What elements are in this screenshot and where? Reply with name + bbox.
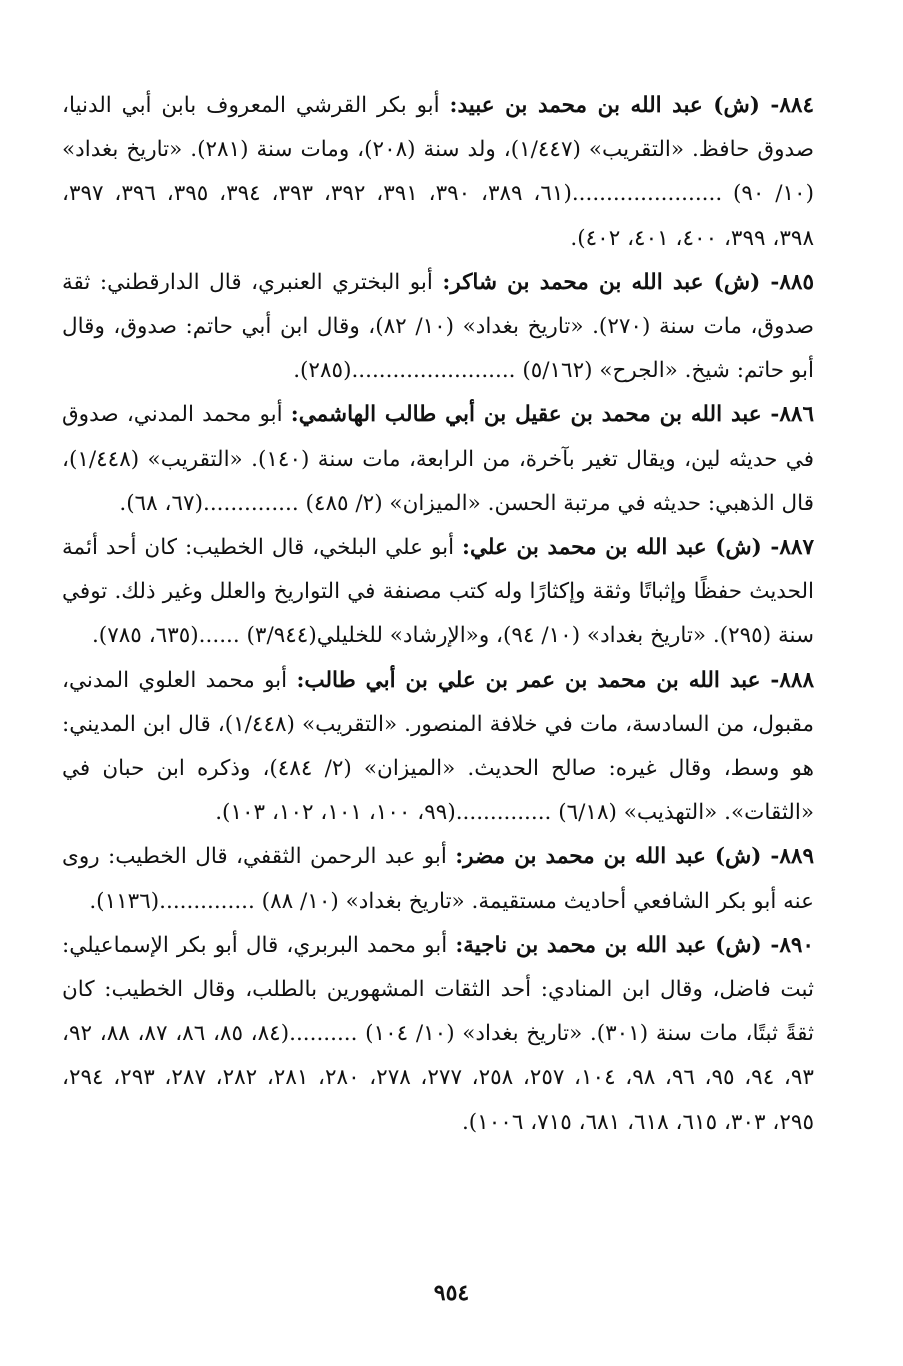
entry-heading: ٨٨٤- (ش) عبد الله بن محمد بن عبيد:	[449, 93, 814, 118]
entry-heading: ٨٨٧- (ش) عبد الله بن محمد بن علي:	[462, 535, 815, 561]
entry-888	[62, 659, 814, 836]
entry-body: أبو محمد المدني، صدوق في حديثه لين، ويقال تغير بآخرة، من الرابعة، مات سنة (١٤٠). «التقريب» (١/٤٤٨)، قال الذهبي: حديثه في مرتبة الحسن. «الميزان» (٢/ ٤٨٥) ..............(٦٧، ٦٨).	[62, 402, 815, 516]
entry-body: أبو البختري العنبري، قال الدارقطني: ثقة صدوق، مات سنة (٢٧٠). «تاريخ بغداد» (١٠/ ٨٢)، وقال ابن أبي حاتم: صدوق، وقال أبو حاتم: شيخ. «الجرح» (٥/١٦٢) ........................(٢٨٥).	[62, 269, 814, 384]
entry-body: أبو بكر القرشي المعروف بابن أبي الدنيا، صدوق حافظ. «التقريب» (١/٤٤٧)، ولد سنة (٢٠٨)، ومات سنة (٢٨١). «تاريخ بغداد» (١٠/ ٩٠) ......................(٦١، ٣٨٩، ٣٩٠، ٣٩١، ٣٩٢، ٣٩٣، ٣٩٤، ٣٩٥، ٣٩٦، ٣٩٧، ٣٩٨، ٣٩٩، ٤٠٠، ٤٠١، ٤٠٢).	[62, 93, 814, 251]
entry-heading: ٨٨٥- (ش) عبد الله بن محمد بن شاكر:	[442, 269, 815, 295]
entry-body: أبو محمد البربري، قال أبو بكر الإسماعيلي: ثبت فاضل، وقال ابن المنادي: أحد الثقات المشهورين بالطلب، وقال الخطيب: كان ثقةً ثبتًا، مات سنة (٣٠١). «تاريخ بغداد» (١٠/ ١٠٤) ..........(٨٤، ٨٥، ٨٦، ٨٧، ٨٨، ٩٢، ٩٣، ٩٤، ٩٥، ٩٦، ٩٨، ١٠٤، ٢٥٧، ٢٥٨، ٢٧٧، ٢٧٨، ٢٨٠، ٢٨١، ٢٨٢، ٢٨٧، ٢٩٣، ٢٩٤، ٢٩٥، ٣٠٣، ٦١٥، ٦١٨، ٦٨١، ٧١٥، ١٠٠٦).	[62, 932, 815, 1135]
entry-heading: ٨٩٠- (ش) عبد الله بن محمد بن ناجية:	[455, 932, 814, 958]
entry-890	[62, 924, 814, 1145]
entry-885	[62, 261, 814, 394]
entry-886	[62, 393, 814, 526]
entry-body: أبو علي البلخي، قال الخطيب: كان أحد أئمة الحديث حفظًا وإثباتًا وثقة وإكثارًا وله كتب مصنفة في التواريخ والعلل وغير ذلك. توفي سنة (٢٩٥). «تاريخ بغداد» (١٠/ ٩٤)، و«الإرشاد» للخليلي(٣/٩٤٤) ......(٦٣٥، ٧٨٥).	[62, 535, 814, 649]
entry-heading: ٨٨٩- (ش) عبد الله بن محمد بن مضر:	[455, 844, 815, 870]
entry-889	[62, 835, 814, 923]
page-text	[62, 84, 814, 1145]
entry-heading: ٨٨٨- عبد الله بن محمد بن عمر بن علي بن أبي طالب:	[296, 667, 815, 693]
entry-884	[62, 84, 814, 261]
entry-body: أبو عبد الرحمن الثقفي، قال الخطيب: روى عنه أبو بكر الشافعي أحاديث مستقيمة. «تاريخ بغداد» (١٠/ ٨٨) ..............(١١٣٦).	[62, 844, 814, 914]
entry-887	[62, 526, 814, 659]
entry-body: أبو محمد العلوي المدني، مقبول، من السادسة، مات في خلافة المنصور. «التقريب» (١/٤٤٨)، قال ابن المديني: هو وسط، وقال غيره: صالح الحديث. «الميزان» (٢/ ٤٨٤)، وذكره ابن حبان في «الثقات». «التهذيب» (٦/١٨) ..............(٩٩، ١٠٠، ١٠١، ١٠٢، ١٠٣).	[62, 667, 815, 826]
entry-heading: ٨٨٦- عبد الله بن محمد بن عقيل بن أبي طالب الهاشمي:	[290, 402, 814, 428]
page-number: ٩٥٤	[433, 1280, 470, 1306]
